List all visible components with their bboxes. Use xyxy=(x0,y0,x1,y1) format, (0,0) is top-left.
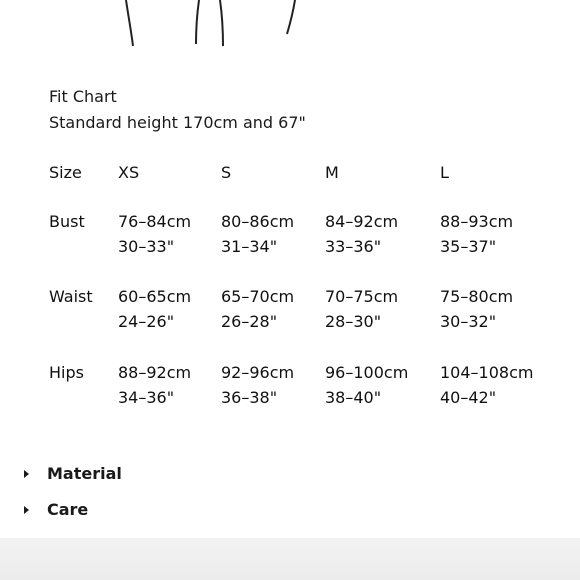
bust-xs: 76–84cm 30–33" xyxy=(118,212,192,256)
hips-s: 92–96cm 36–38" xyxy=(221,363,295,407)
size-s: S xyxy=(221,163,232,182)
waist-s: 65–70cm 26–28" xyxy=(221,287,295,331)
size-header-label: Size xyxy=(49,163,82,182)
hips-xs: 88–92cm 34–36" xyxy=(118,363,192,407)
accordion-care[interactable] xyxy=(24,500,88,520)
row-label-bust: Bust xyxy=(49,212,85,231)
bottom-bar xyxy=(0,538,580,580)
waist-xs: 60–65cm 24–26" xyxy=(118,287,192,331)
bust-l: 88–93cm 35–37" xyxy=(440,212,514,256)
waist-m: 70–75cm 28–30" xyxy=(325,287,399,331)
fit-chart-subtitle: Standard height 170cm and 67" xyxy=(49,113,306,132)
garment-sketch xyxy=(0,0,580,60)
bust-m: 84–92cm 33–36" xyxy=(325,212,399,256)
triangle-right-icon xyxy=(24,506,29,514)
waist-l: 75–80cm 30–32" xyxy=(440,287,514,331)
hips-m: 96–100cm 38–40" xyxy=(325,363,409,407)
row-label-waist: Waist xyxy=(49,287,93,306)
size-xs: XS xyxy=(118,163,140,182)
hips-l: 104–108cm 40–42" xyxy=(440,363,534,407)
size-l: L xyxy=(440,163,449,182)
accordion-material[interactable] xyxy=(24,464,122,484)
accordion-care-label: Care xyxy=(47,500,89,519)
fit-chart-title: Fit Chart xyxy=(49,87,117,106)
bust-s: 80–86cm 31–34" xyxy=(221,212,295,256)
size-m: M xyxy=(325,163,339,182)
triangle-right-icon xyxy=(24,470,29,478)
accordion-material-label: Material xyxy=(47,464,122,483)
row-label-hips: Hips xyxy=(49,363,84,382)
